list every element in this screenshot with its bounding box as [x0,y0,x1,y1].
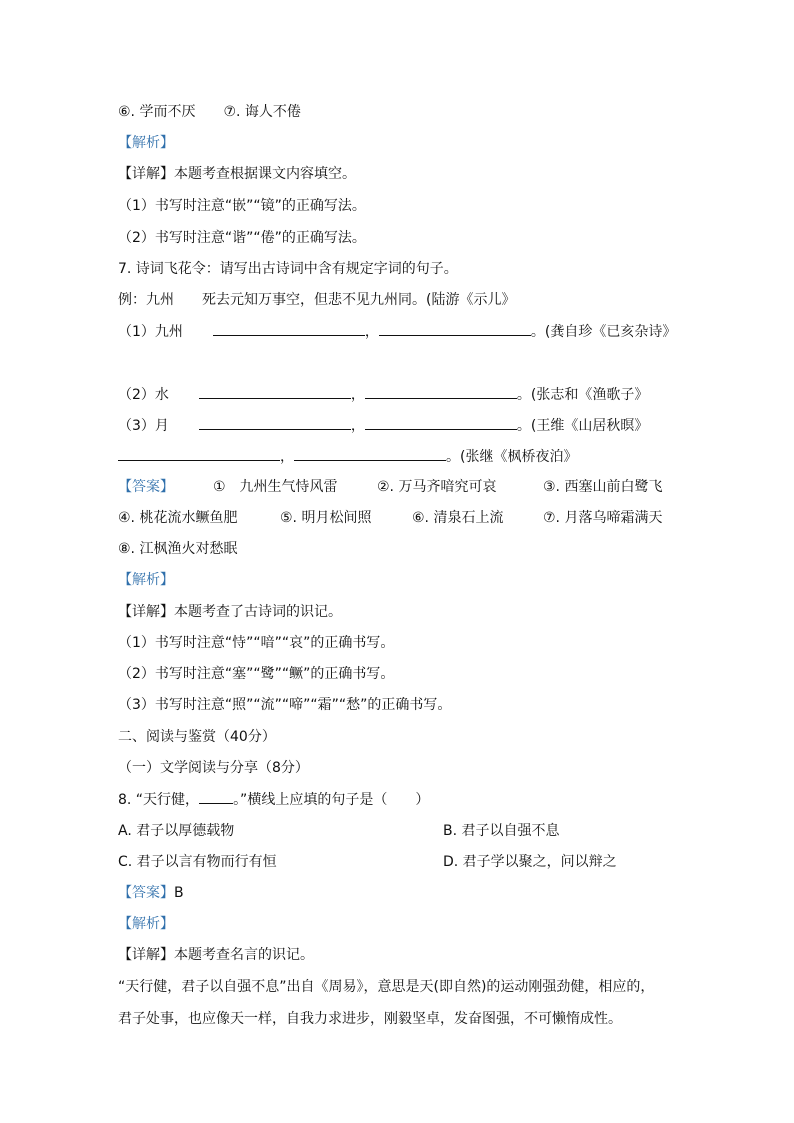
fill-line-1: （1）九州 ， 。(龚自珍《已亥杂诗》 [118,321,676,342]
answer-line [118,883,184,903]
answer-blank[interactable] [199,415,351,430]
question-8-stem: 8. “天行健， 。”横线上应填的句子是（ ） [118,789,429,810]
answer-blank[interactable] [118,446,280,461]
analysis-label: 【解析】 [118,916,174,932]
poem-source: 。(张继《枫桥夜泊》 [446,449,578,465]
detail-label: 【详解】 [118,166,174,182]
answer-item-7: ⑦. 月落乌啼霜满天 [543,510,663,526]
option-b[interactable]: B. 君子以自强不息 [443,823,560,839]
section-title: 二、阅读与鉴赏（40分） [118,729,276,745]
answer-value: B [174,885,184,901]
answer-blank[interactable] [379,321,531,336]
explanation-line: “天行健，君子以自强不息”出自《周易》，意思是天(即自然)的运动刚强劲健，相应的， [118,979,655,995]
option-a[interactable]: A. 君子以厚德载物 [118,823,235,839]
answer-blank[interactable] [199,384,351,399]
answer-item-4: ④. 桃花流水鳜鱼肥 [118,510,238,526]
answer-6: ⑥. 学而不厌 [118,104,196,120]
fill-prefix: （1）九州 [118,324,183,340]
answer-item-6: ⑥. 清泉石上流 [412,510,504,526]
fill-prefix: （3）月 [118,418,169,434]
answer-item-1: ① 九州生气恃风雷 [213,479,338,495]
fill-prefix: （2）水 [118,387,169,403]
detail-line [118,602,342,622]
explanation-line: 君子处事，也应像天一样，自我力求进步，刚毅坚卓，发奋图强，不可懒惰成性。 [118,1011,622,1027]
analysis-label: 【解析】 [118,572,174,588]
answer-blank[interactable] [199,789,233,804]
fill-line-2: （2）水 ， 。(张志和《渔歌子》 [118,384,648,405]
note-line: （2）书写时注意“塞”“鹭”“鳜”的正确书写。 [118,666,395,682]
answer-blank[interactable] [213,321,365,336]
poem-source: 。(张志和《渔歌子》 [516,387,649,403]
answer-label: 【答案】 [118,885,174,901]
note-line: （1）书写时注意“嵌”“镜”的正确写法。 [118,198,366,214]
answer-item-8: ⑧. 江枫渔火对愁眠 [118,541,238,557]
answer-blank[interactable] [294,446,446,461]
detail-line [118,945,314,965]
poem-source: 。(王维《山居秋暝》 [516,418,649,434]
answer-label: 【答案】 [118,479,174,495]
poem-source: 。(龚自珍《已亥杂诗》 [530,324,677,340]
answer-item-5: ⑤. 明月松间照 [280,510,372,526]
prev-answer-line [118,102,301,122]
option-c[interactable]: C. 君子以言有物而行有恒 [118,854,277,870]
detail-label: 【详解】 [118,604,174,620]
question-7-title: 7. 诗词飞花令：请写出古诗词中含有规定字词的句子。 [118,261,458,277]
answer-blank[interactable] [365,415,517,430]
detail-text: 本题考查了古诗词的识记。 [174,604,342,620]
detail-label: 【详解】 [118,947,174,963]
subsection-title: （一）文学阅读与分享（8分） [118,760,309,776]
answer-item-2: ②. 万马齐喑究可哀 [377,479,497,495]
note-line: （1）书写时注意“恃”“喑”“哀”的正确书写。 [118,635,395,651]
analysis-label: 【解析】 [118,135,174,151]
detail-text: 本题考查名言的识记。 [174,947,314,963]
answer-item-3: ③. 西塞山前白鹭飞 [543,479,663,495]
fill-line-3: （3）月 ， 。(王维《山居秋暝》 [118,415,648,436]
option-d[interactable]: D. 君子学以聚之，问以辩之 [443,854,617,870]
question-7-example: 例：九州 死去元知万事空，但悲不见九州同。(陆游《示儿》 [118,292,516,308]
answer-7: ⑦. 诲人不倦 [223,104,301,120]
fill-line-3b: ， 。(张继《枫桥夜泊》 [118,446,577,467]
note-line: （3）书写时注意“照”“流”“啼”“霜”“愁”的正确书写。 [118,697,452,713]
detail-text: 本题考查根据课文内容填空。 [174,166,356,182]
note-line: （2）书写时注意“谐”“倦”的正确写法。 [118,230,366,246]
detail-line [118,164,356,184]
answer-blank[interactable] [365,384,517,399]
